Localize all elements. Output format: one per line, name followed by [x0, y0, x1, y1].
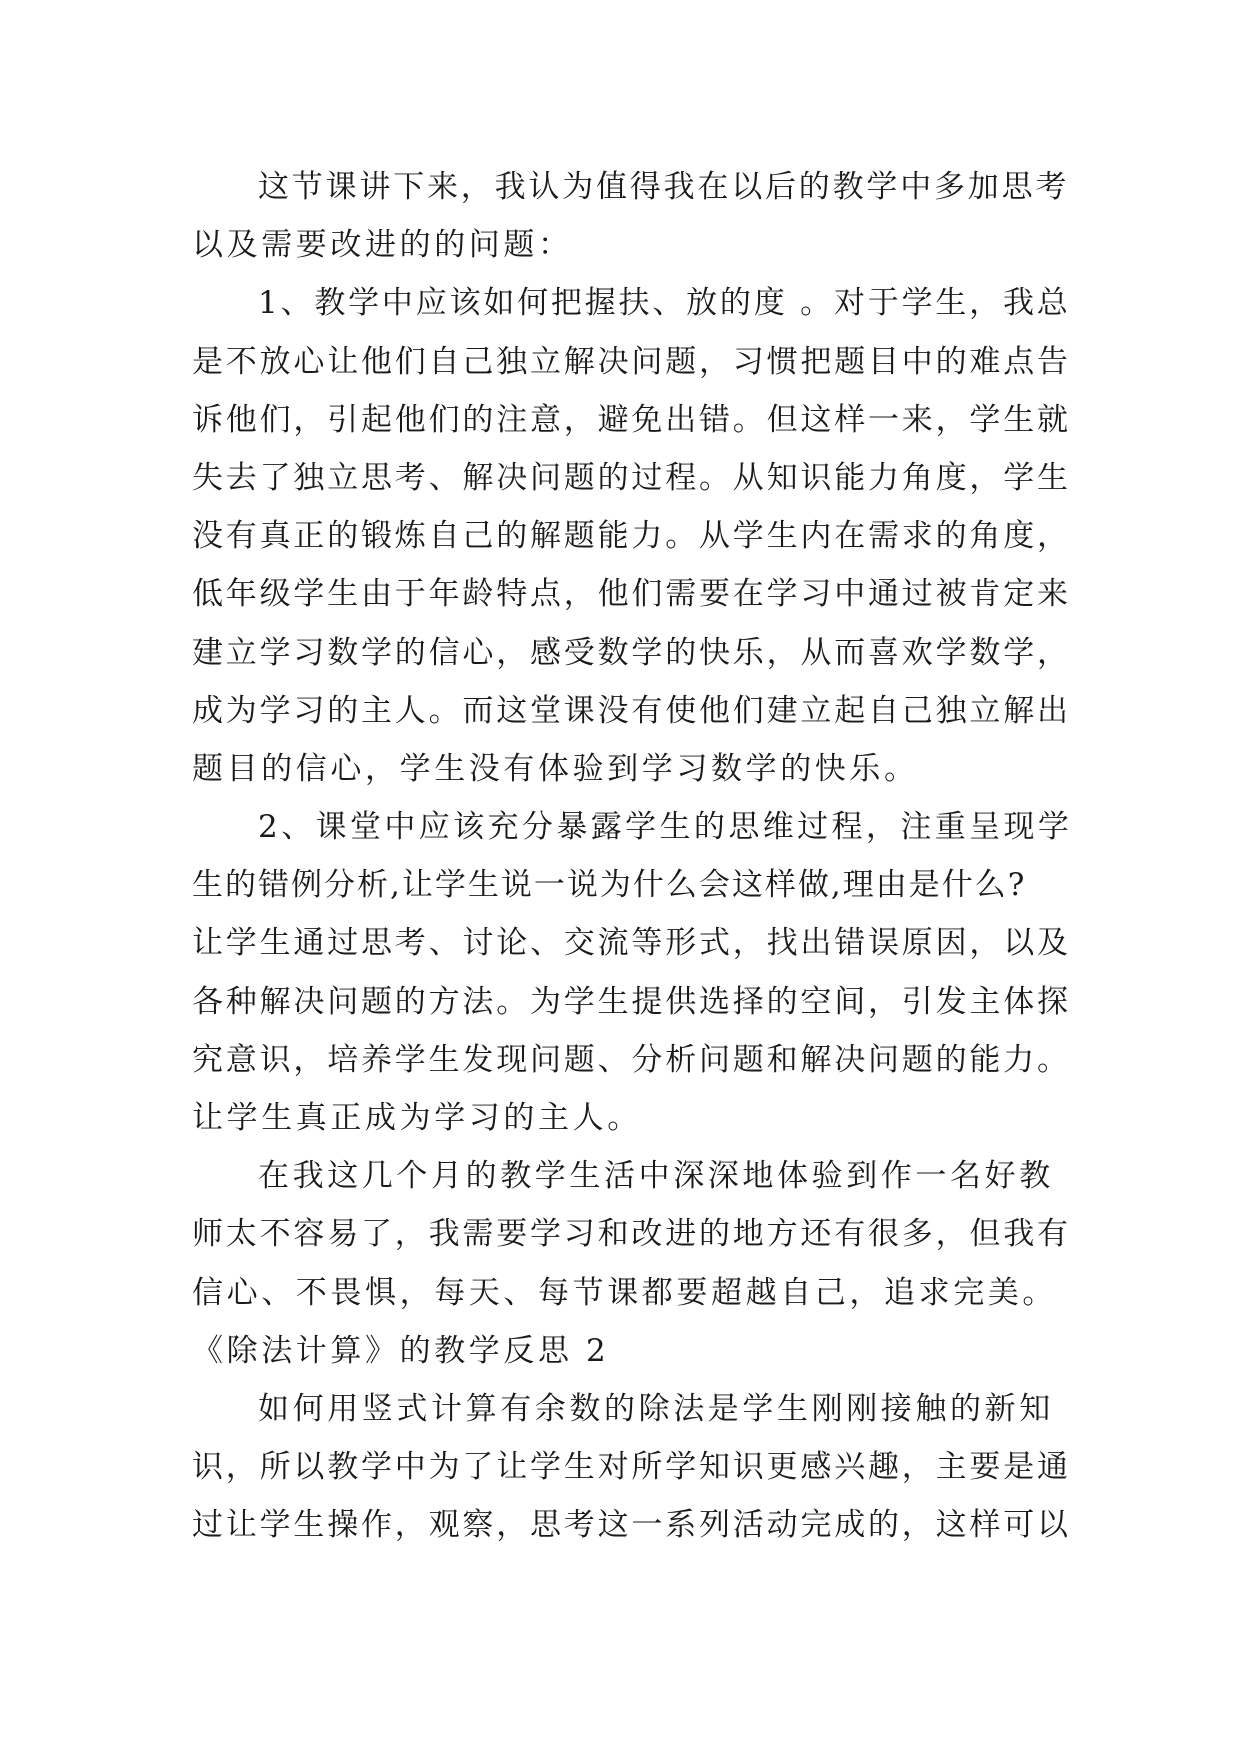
text-line: 没有真正的锻炼自己的解题能力。从学生内在需求的角度，	[192, 518, 1071, 555]
text-line: 低年级学生由于年龄特点，他们需要在学习中通过被肯定来	[192, 576, 1071, 613]
text-line: 识，所以教学中为了让学生对所学知识更感兴趣，主要是通	[192, 1449, 1071, 1486]
text-line: 题目的信心，学生没有体验到学习数学的快乐。	[192, 750, 919, 787]
text-line: 成为学习的主人。而这堂课没有使他们建立起自己独立解出	[192, 692, 1071, 729]
text-line: 各种解决问题的方法。为学生提供选择的空间，引发主体探	[192, 983, 1071, 1020]
text-line: 在我这几个月的教学生活中深深地体验到作一名好教	[258, 1158, 1054, 1195]
text-line: 建立学习数学的信心，感受数学的快乐，从而喜欢学数学，	[192, 634, 1071, 671]
text-line: 如何用竖式计算有余数的除法是学生刚刚接触的新知	[258, 1390, 1054, 1427]
text-line: 以及需要改进的的问题：	[192, 227, 573, 264]
text-line: 是不放心让他们自己独立解决问题，习惯把题目中的难点告	[192, 343, 1071, 380]
document-body	[192, 158, 1072, 1555]
text-line: 2、课堂中应该充分暴露学生的思维过程，注重呈现学	[258, 809, 1073, 846]
text-line: 让学生通过思考、讨论、交流等形式，找出错误原因，以及	[192, 925, 1071, 962]
text-line: 1、教学中应该如何把握扶、放的度 。对于学生，我总	[258, 285, 1071, 322]
text-line: 过让学生操作，观察，思考这一系列活动完成的，这样可以	[192, 1507, 1071, 1544]
text-line: 究意识，培养学生发现问题、分析问题和解决问题的能力。	[192, 1041, 1071, 1078]
section-heading: 《除法计算》的教学反思 2	[192, 1332, 610, 1369]
text-line: 生的错例分析,让学生说一说为什么会这样做,理由是什么?	[192, 867, 1027, 904]
text-line: 师太不容易了，我需要学习和改进的地方还有很多，但我有	[192, 1216, 1071, 1253]
text-line: 这节课讲下来，我认为值得我在以后的教学中多加思考	[258, 169, 1070, 205]
text-line: 诉他们，引起他们的注意，避免出错。但这样一来，学生就	[192, 401, 1071, 438]
text-line: 让学生真正成为学习的主人。	[192, 1100, 642, 1136]
text-line: 信心、不畏惧，每天、每节课都要超越自己，追求完美。	[192, 1274, 1057, 1311]
text-line: 失去了独立思考、解决问题的过程。从知识能力角度，学生	[192, 459, 1071, 496]
